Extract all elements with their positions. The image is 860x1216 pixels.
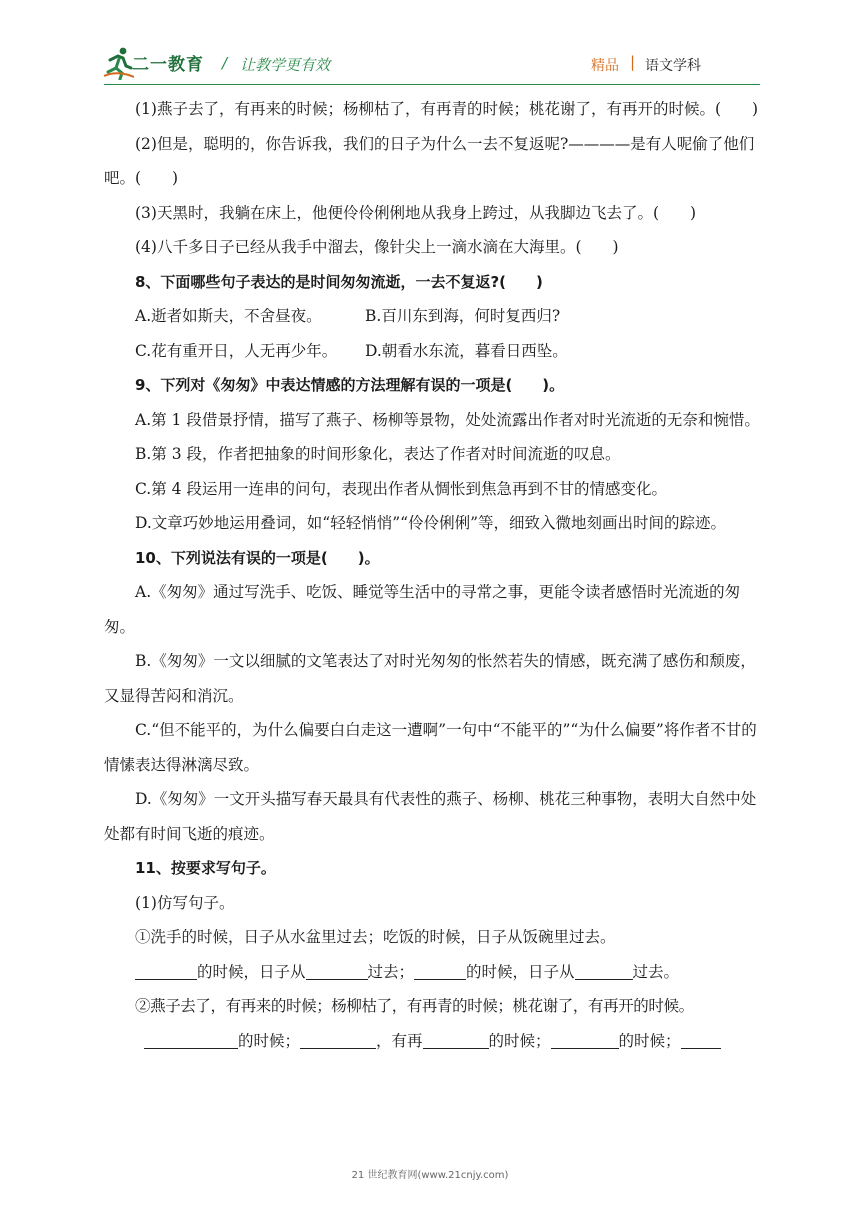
q8-options-row-2 bbox=[104, 334, 762, 369]
q9-option-a: A.第 1 段借景抒情，描写了燕子、杨柳等景物，处处流露出作者对时光流逝的无奈和惋惜。 bbox=[135, 410, 760, 429]
fill-text: 的时候； bbox=[238, 1031, 301, 1050]
slogan-separator: / bbox=[222, 54, 228, 72]
q8-option-b: B.百川东到海，何时复西归? bbox=[365, 307, 561, 325]
logo bbox=[104, 46, 220, 80]
answer-blank[interactable] bbox=[575, 961, 633, 980]
q7-item-3: (3)天黑时，我躺在床上，他便伶伶俐俐地从我身上跨过，从我脚边飞去了。( ) bbox=[135, 203, 697, 222]
q11-fill-line-2 bbox=[104, 1024, 762, 1059]
fill-text: 过去。 bbox=[632, 962, 680, 981]
q8-option-c: C.花有重开日，人无再少年。 bbox=[135, 341, 338, 360]
q7-item-2: (2)但是，聪明的，你告诉我，我们的日子为什么一去不复返呢?————是有人呢偷了他们吧。( ) bbox=[104, 134, 755, 187]
brand-name: 二一教育 bbox=[132, 55, 204, 75]
subject-label: 语文学科 bbox=[645, 58, 701, 74]
q10-option-a: A.《匆匆》通过写洗手、吃饭、睡觉等生活中的寻常之事，更能令读者感悟时光流逝的匆匆。 bbox=[104, 583, 741, 636]
q10-option-d: D.《匆匆》一文开头描写春天最具有代表性的燕子、杨柳、桃花三种事物，表明大自然中处处都有时间飞逝的痕迹。 bbox=[104, 790, 757, 843]
q9-option-c: C.第 4 段运用一连串的问句，表现出作者从惆怅到焦急再到不甘的情感变化。 bbox=[135, 479, 667, 498]
fill-text: 的时候； bbox=[488, 1031, 551, 1050]
runner-logo-icon bbox=[104, 46, 134, 80]
answer-blank[interactable] bbox=[300, 1030, 376, 1049]
answer-blank[interactable] bbox=[681, 1030, 721, 1049]
question-8: 8、下面哪些句子表达的是时间匆匆流逝，一去不复返?( ) bbox=[135, 272, 543, 291]
q9-option-b: B.第 3 段，作者把抽象的时间形象化，表达了作者对时间流逝的叹息。 bbox=[135, 445, 621, 463]
fill-text: 的时候，日子从 bbox=[466, 962, 575, 981]
answer-blank[interactable] bbox=[144, 1030, 238, 1049]
badge-separator: | bbox=[630, 53, 636, 71]
q10-option-b: B.《匆匆》一文以细腻的文笔表达了对时光匆匆的怅然若失的情感，既充满了感伤和颓废，又显得苦闷和消沉。 bbox=[104, 652, 756, 705]
fill-text: 过去； bbox=[367, 962, 415, 981]
q8-options-row-1 bbox=[104, 299, 762, 334]
answer-blank[interactable] bbox=[551, 1030, 619, 1049]
fill-text: ，有再 bbox=[376, 1031, 423, 1050]
fill-text: 的时候； bbox=[618, 1031, 681, 1050]
q7-item-1: (1)燕子去了，有再来的时候；杨柳枯了，有再青的时候；桃花谢了，有再开的时候。( ) bbox=[135, 100, 759, 118]
q11-part-1: (1)仿写句子。 bbox=[135, 893, 235, 912]
page-header bbox=[0, 0, 860, 88]
header-divider bbox=[104, 84, 760, 85]
q8-option-a: A.逝者如斯夫，不舍昼夜。 bbox=[135, 307, 322, 325]
question-9: 9、下列对《匆匆》中表达情感的方法理解有误的一项是( )。 bbox=[135, 376, 565, 394]
answer-blank[interactable] bbox=[423, 1030, 489, 1049]
q10-option-c: C.“但不能平的，为什么偏要白白走这一遭啊”一句中“不能平的”“为什么偏要”将作者不甘的情愫表达得淋漓尽致。 bbox=[104, 721, 757, 774]
answer-blank[interactable] bbox=[135, 961, 197, 980]
slogan: 让教学更有效 bbox=[240, 56, 331, 74]
q11-example-1: ①洗手的时候，日子从水盆里过去；吃饭的时候，日子从饭碗里过去。 bbox=[135, 928, 616, 946]
quality-badge: 精品 bbox=[591, 58, 619, 74]
q9-option-d: D.文章巧妙地运用叠词，如“轻轻悄悄”“伶伶俐俐”等，细致入微地刻画出时间的踪迹。 bbox=[135, 514, 727, 532]
q11-fill-line-1 bbox=[104, 955, 762, 990]
question-11: 11、按要求写句子。 bbox=[135, 859, 276, 877]
question-10: 10、下列说法有误的一项是( )。 bbox=[135, 548, 380, 567]
fill-text: 的时候，日子从 bbox=[197, 962, 306, 981]
page-footer: 21 世纪教育网(www.21cnjy.com) bbox=[351, 1170, 509, 1181]
answer-blank[interactable] bbox=[414, 961, 466, 980]
q11-example-2: ②燕子去了，有再来的时候；杨柳枯了，有再青的时候；桃花谢了，有再开的时候。 bbox=[135, 997, 694, 1015]
q8-option-d: D.朝看水东流，暮看日西坠。 bbox=[365, 341, 568, 360]
q7-item-4: (4)八千多日子已经从我手中溜去，像针尖上一滴水滴在大海里。( ) bbox=[135, 238, 619, 256]
answer-blank[interactable] bbox=[306, 961, 368, 980]
worksheet-content bbox=[104, 92, 762, 1058]
